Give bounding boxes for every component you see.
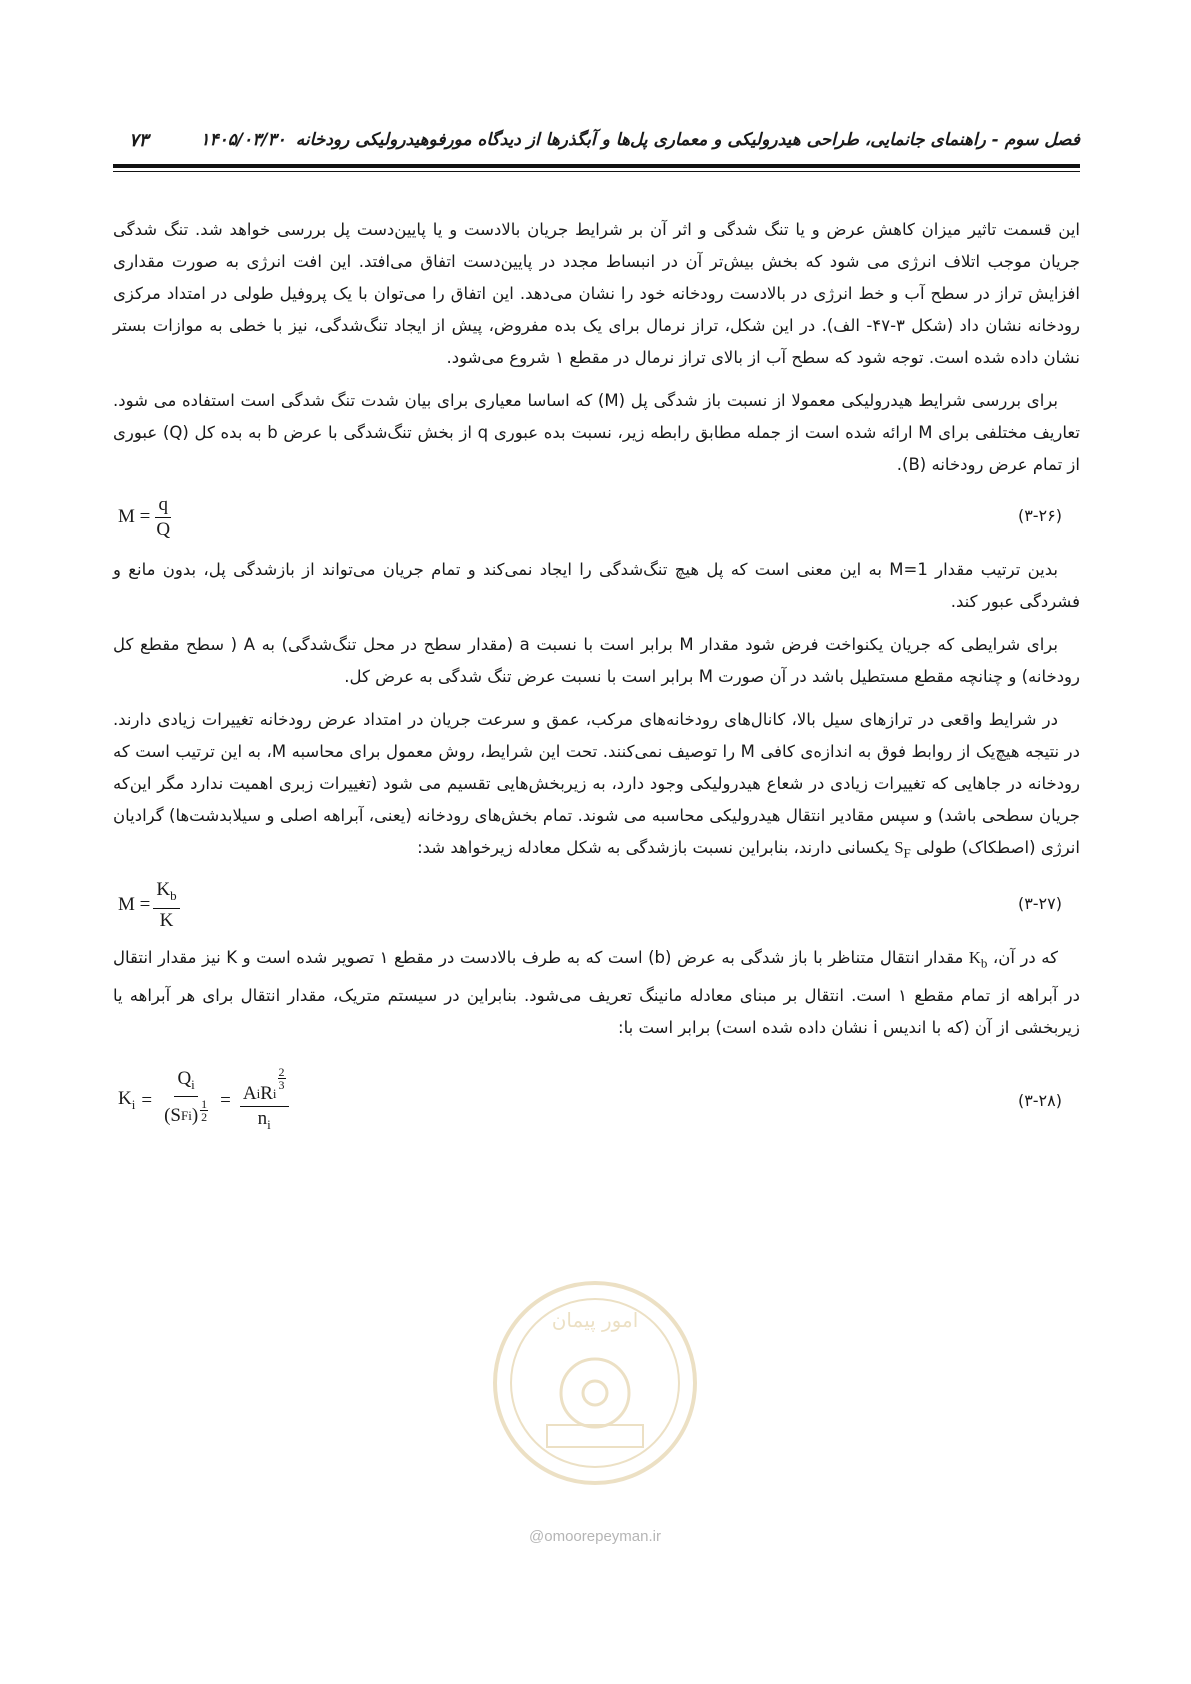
- paragraph-3: بدین ترتیب مقدار M=1 به این معنی است که پل هیچ تنگ‌شدگی را ایجاد نمی‌کند و تمام جریان می‌تواند از بازشدگی پل، بدون مانع و فشردگی عبور کند.: [113, 560, 1080, 611]
- numerator: q: [155, 494, 171, 518]
- equation-lhs: M =: [118, 506, 151, 527]
- equation-28: [113, 1055, 1080, 1147]
- denominator: $n_i$: [257, 1107, 271, 1132]
- equation-formula: [118, 492, 176, 542]
- numerator: A i R i $\frac{2}{3}$: [240, 1066, 289, 1107]
- running-header: [113, 130, 1080, 156]
- body-text: [113, 214, 1080, 1159]
- equation-27: [113, 880, 1080, 930]
- chapter-title: فصل سوم - راهنمای جانمایی، طراحی هیدرولیکی و معماری پل‌ها و آبگذرها از دیدگاه مورفوهیدرولیکی رودخانه۱۴۰۵/۰۳/۳۰: [200, 130, 1080, 150]
- fraction-1: [161, 1068, 211, 1134]
- page-number: ۷۳: [129, 130, 149, 151]
- header-rule-thin: [113, 171, 1080, 172]
- fraction: [153, 879, 179, 932]
- exponent-half: $\frac{1}{2}$: [201, 1097, 208, 1125]
- numerator: $K_b$: [153, 879, 179, 909]
- paragraph-1: این قسمت تاثیر میزان کاهش عرض و یا تنگ شدگی و اثر آن بر شرایط جریان بالادست و یا پایین‌دست پل بررسی خواهد شد. تنگ شدگی جریان موجب اتلاف انرژی می شود که بخش بیش‌تر آن در انبساط مجدد در پایین‌دست اتفاق می‌افتد. این افت انرژی به صورت مقداری افزایش تراز در سطح آب و خط انرژی در بالادست رودخانه خود را نشان می‌دهد. این اتفاق را می‌توان با یک پروفیل طولی در امتداد مرکزی رودخانه نشان داد (شکل ۳-۴۷- الف). در این شکل، تراز نرمال برای یک بده مفروض، پیش از ایجاد تنگ‌شدگی، نیز با خطی به موازات بستر نشان داده شده است. توجه شود که سطح آب از بالای تراز نرمال در مقطع ۱ شروع می‌شود.: [113, 220, 1080, 367]
- paragraph-4: برای شرایطی که جریان یکنواخت فرض شود مقدار M برابر است با نسبت a (مقدار سطح در محل تنگ‌شدگی) به A ( سطح مقطع کل رودخانه) و چنانچه مقطع مستطیل باشد در آن صورت M برابر است با نسبت عرض تنگ شدگی به عرض کل.: [113, 635, 1080, 686]
- watermark-logo-text: امور پیمان: [551, 1308, 639, 1332]
- equation-lhs: $K_i$: [118, 1088, 136, 1112]
- denominator: (S Fi ) $\frac{1}{2}$: [164, 1097, 208, 1126]
- equation-formula: [118, 1055, 292, 1147]
- equation-number: (۳-۲۸): [1017, 1090, 1062, 1110]
- watermark-logo: [487, 1275, 703, 1491]
- paragraph-2: برای بررسی شرایط هیدرولیکی معمولا از نسبت باز شدگی پل (M) که اساسا معیاری برای بیان شدت تنگ شدگی است استفاده می شود. تعاریف مختلفی برای M ارائه شده است از جمله مطابق رابطه زیر، نسبت بده عبوری q از بخش تنگ‌شدگی با عرض b به بده کل (Q) عبوری از تمام عرض رودخانه (B).: [113, 391, 1080, 474]
- exponent-two-thirds: $\frac{2}{3}$: [278, 1064, 285, 1092]
- watermark-url: @omoorepeyman.ir: [529, 1528, 661, 1545]
- fraction-2: [240, 1066, 289, 1136]
- denominator: Q: [156, 518, 171, 540]
- equals-sign: =: [220, 1089, 231, 1111]
- paragraph-6: که در آن، $K_b$ مقدار انتقال متناظر با باز شدگی به عرض (b) است که به طرف بالادست در مقطع ۱ تصویر شده است و K نیز مقدار انتقال در آبراهه از تمام مقطع ۱ است. انتقال بر مبنای معادله مانینگ تعریف می‌شود. بنابراین در سیستم متریک، مقدار انتقال برای هر آبراهه یا زیربخشی از آن (که با اندیس i نشان داده شده است) برابر است با:: [113, 948, 1080, 1037]
- equals-sign: =: [141, 1089, 153, 1111]
- equation-formula: [118, 880, 183, 930]
- symbol-sf: $S_F$: [894, 838, 911, 861]
- paragraph-5: در شرایط واقعی در ترازهای سیل بالا، کانال‌های رودخانه‌های مرکب، عمق و سرعت جریان در امتداد عرض رودخانه تغییرات زیادی دارند. در نتیجه هیچ‌یک از روابط فوق به اندازه‌ی کافی M را توصیف نمی‌کنند. تحت این شرایط، روش معمول برای محاسبه M، به این ترتیب است که رودخانه در جاهایی که تغییرات زیادی در شعاع هیدرولیکی وجود دارد، به زیربخش‌هایی تقسیم می شود (تغییرات زبری اهمیت ندارد مگر این‌که جریان سطحی باشد) و سپس مقادیر انتقال هیدرولیکی محاسبه می شوند. تمام بخش‌های رودخانه (یعنی، آبراهه اصلی و سیلابدشت‌ها) گرادیان انرژی (اصطکاک) طولی $S_F$ یکسانی دارند، بنابراین نسبت بازشدگی به شکل معادله زیرخواهد شد:: [113, 710, 1080, 861]
- header-rule-thick: [113, 164, 1080, 168]
- denominator: K: [159, 909, 174, 931]
- header-date: ۱۴۰۵/۰۳/۳۰: [200, 130, 286, 150]
- fraction: [153, 494, 173, 541]
- equation-number: (۳-۲۷): [1017, 894, 1062, 914]
- symbol-kb: $K_b$: [968, 948, 988, 971]
- equation-lhs: M =: [118, 894, 151, 916]
- equation-number: (۳-۲۶): [1017, 506, 1062, 525]
- numerator: $Q_i$: [174, 1068, 197, 1098]
- equation-26: [113, 492, 1080, 542]
